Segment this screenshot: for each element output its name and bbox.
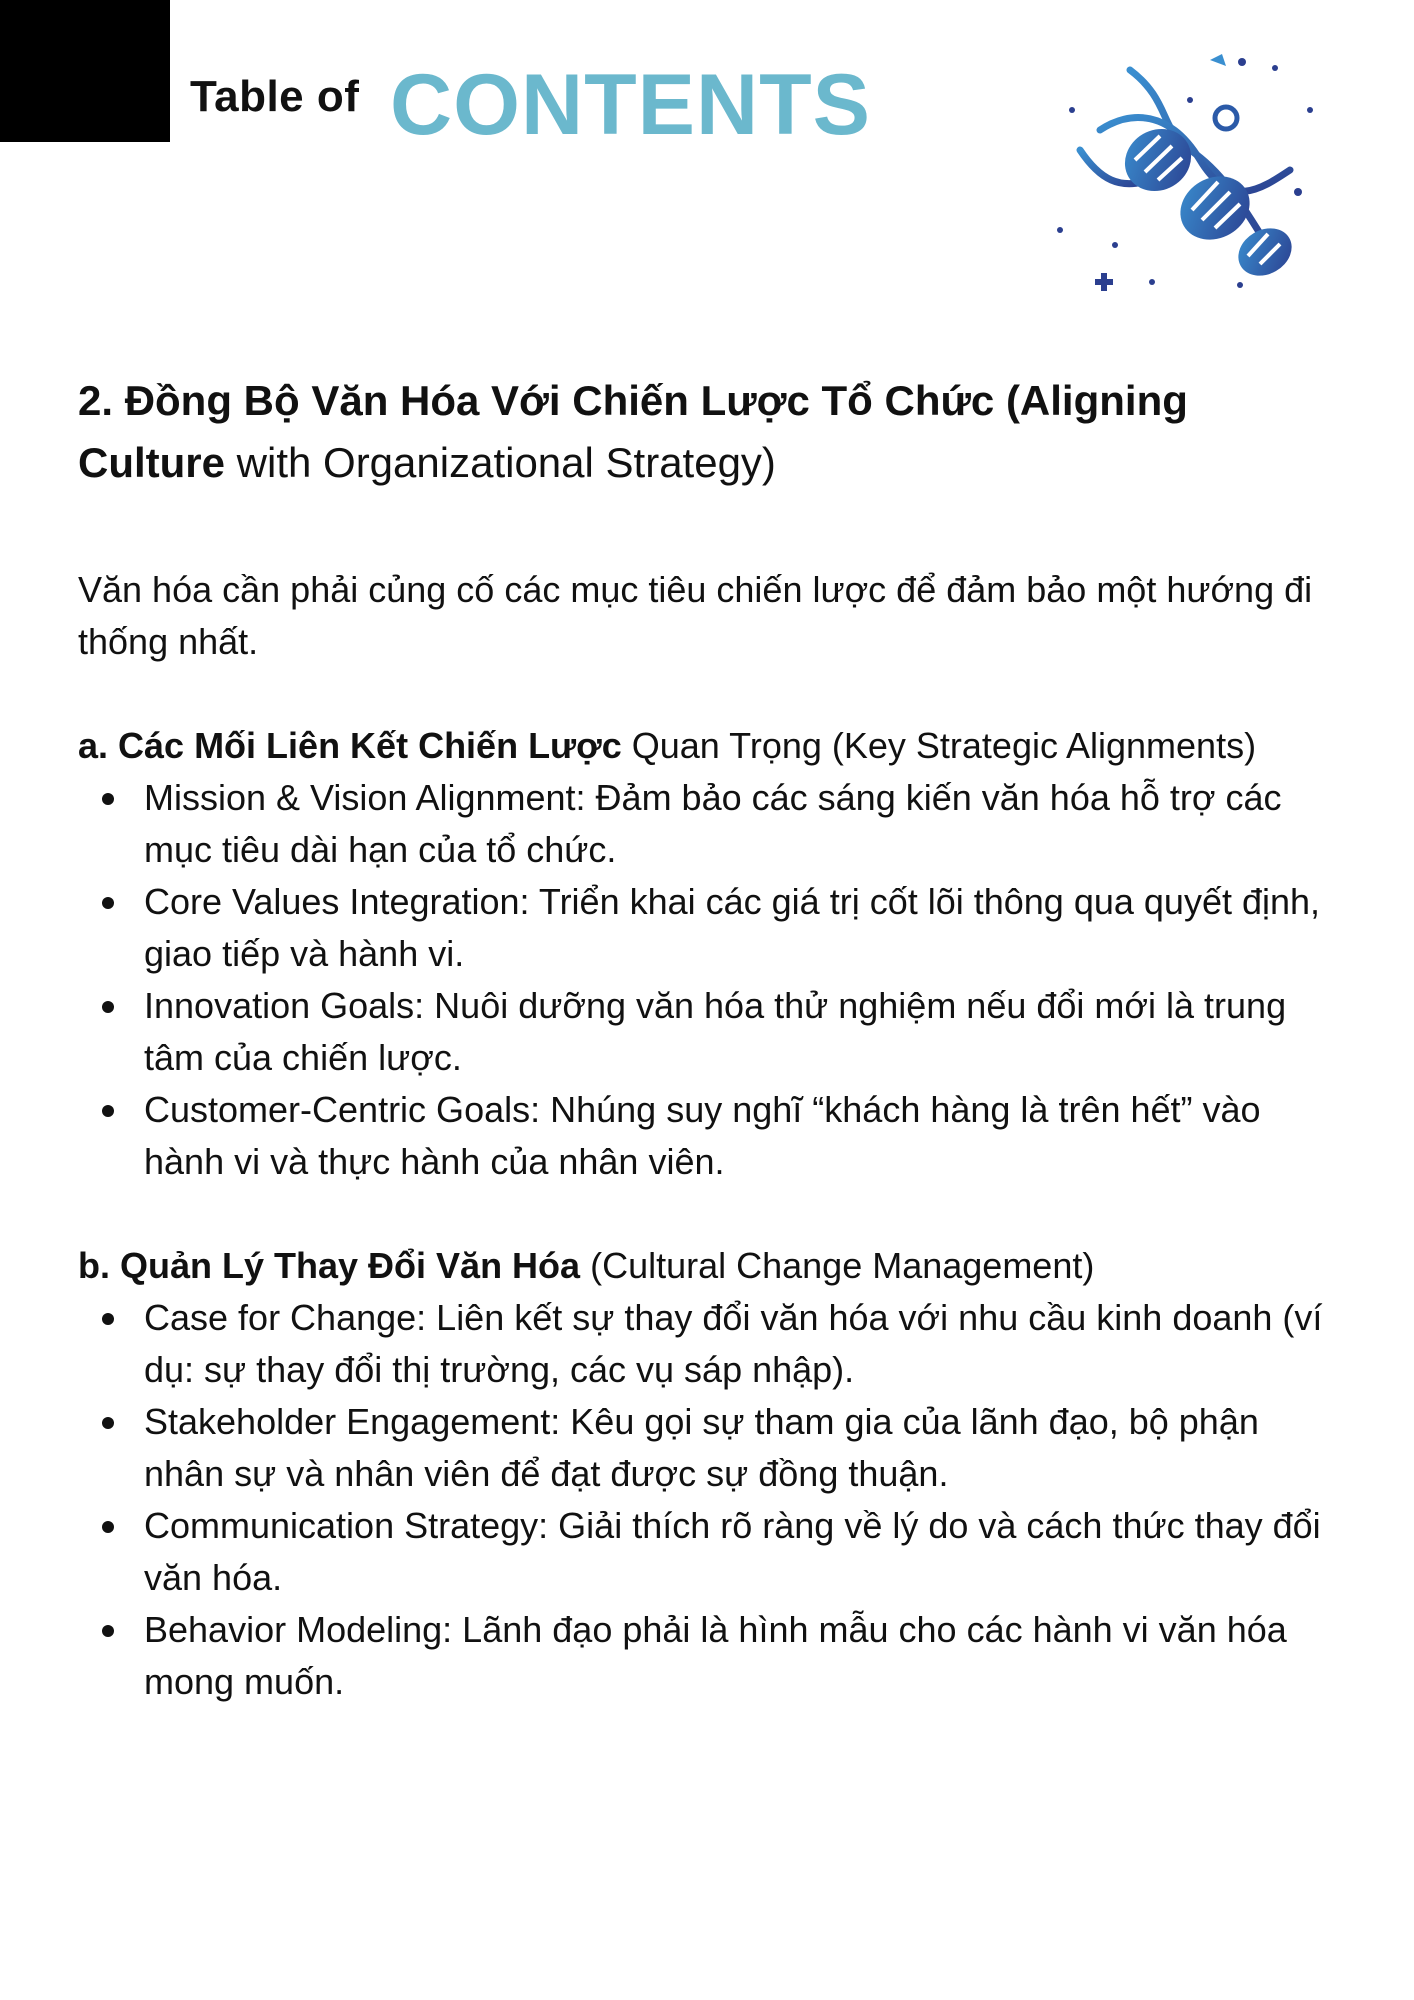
corner-black-block	[0, 0, 170, 142]
part-a-heading-bold: a. Các Mối Liên Kết Chiến Lược	[78, 725, 622, 766]
header-small-text: Table of	[190, 72, 360, 121]
list-item: Core Values Integration: Triển khai các giá trị cốt lõi thông qua quyết định, giao tiếp và hành vi.	[78, 876, 1338, 980]
main-content	[78, 370, 1338, 1708]
header-title: CONTENTS	[390, 57, 871, 153]
part-b-heading-bold: b. Quản Lý Thay Đổi Văn Hóa	[78, 1245, 581, 1286]
part-b-heading	[78, 1240, 1338, 1292]
part-a-heading-rest: Quan Trọng (Key Strategic Alignments)	[621, 725, 1257, 766]
list-item: Case for Change: Liên kết sự thay đổi văn hóa với nhu cầu kinh doanh (ví dụ: sự thay đổi thị trường, các vụ sáp nhập).	[78, 1292, 1338, 1396]
list-item: Stakeholder Engagement: Kêu gọi sự tham gia của lãnh đạo, bộ phận nhân sự và nhân viên để đạt được sự đồng thuận.	[78, 1396, 1338, 1500]
part-a-heading	[78, 720, 1338, 772]
part-a-list	[78, 772, 1338, 1188]
section-intro: Văn hóa cần phải củng cố các mục tiêu chiến lược để đảm bảo một hướng đi thống nhất.	[78, 569, 1313, 662]
list-item: Communication Strategy: Giải thích rõ ràng về lý do và cách thức thay đổi văn hóa.	[78, 1500, 1338, 1604]
list-item: Behavior Modeling: Lãnh đạo phải là hình mẫu cho các hành vi văn hóa mong muốn.	[78, 1604, 1338, 1708]
section-title-rest: with Organizational Strategy)	[225, 439, 776, 486]
list-item: Customer-Centric Goals: Nhúng suy nghĩ “khách hàng là trên hết” vào hành vi và thực hành của nhân viên.	[78, 1084, 1338, 1188]
dna-helix-icon	[1040, 40, 1340, 310]
part-b-heading-rest: (Cultural Change Management)	[580, 1245, 1095, 1286]
section-title	[78, 370, 1338, 494]
list-item: Mission & Vision Alignment: Đảm bảo các sáng kiến văn hóa hỗ trợ các mục tiêu dài hạn của tổ chức.	[78, 772, 1338, 876]
section-title-bold: 2. Đồng Bộ Văn Hóa Với Chiến Lược Tổ Chức (Aligning Culture	[78, 377, 1188, 486]
list-item: Innovation Goals: Nuôi dưỡng văn hóa thử nghiệm nếu đổi mới là trung tâm của chiến lược.	[78, 980, 1338, 1084]
part-b-list	[78, 1292, 1338, 1708]
